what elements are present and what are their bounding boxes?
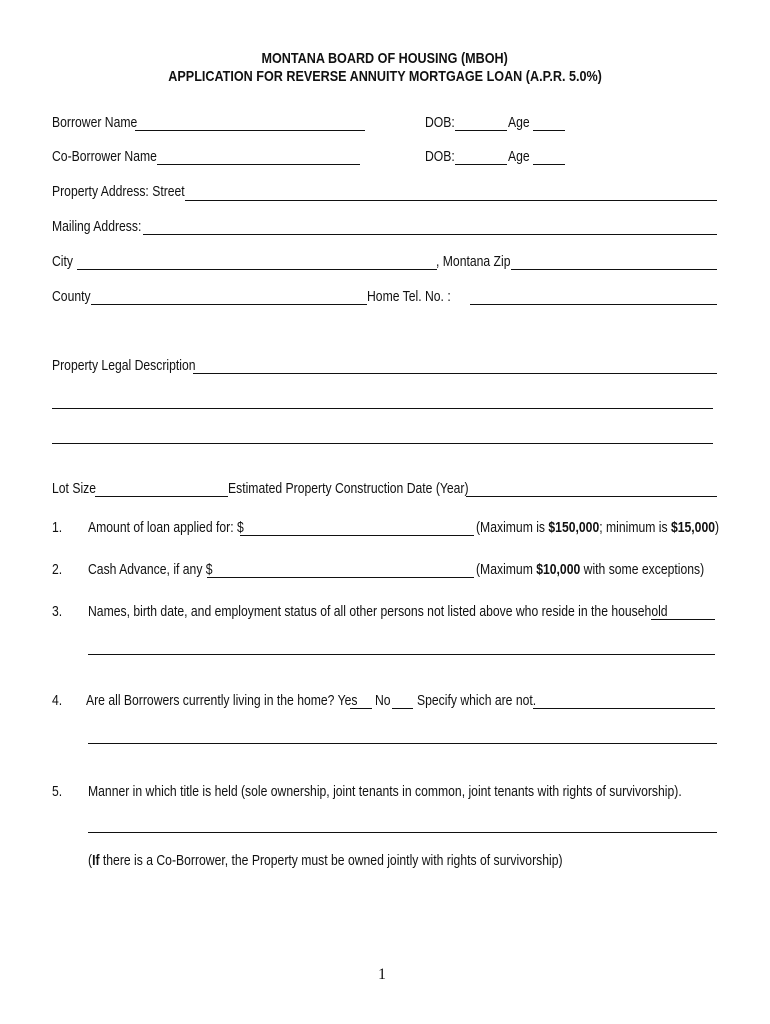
mailing-address-line [143, 234, 717, 235]
co-borrower-age-label: Age [508, 149, 530, 165]
property-address-label: Property Address: Street [52, 184, 185, 200]
page-number: 1 [378, 966, 386, 983]
county-field[interactable] [91, 287, 367, 303]
q4-number: 4. [52, 693, 63, 709]
city-field[interactable] [77, 252, 437, 268]
home-tel-field[interactable] [470, 287, 717, 303]
home-tel-line [470, 304, 717, 305]
city-line [77, 269, 437, 270]
zip-line [511, 269, 717, 270]
borrower-age-label: Age [508, 115, 530, 131]
q3-line-2 [88, 654, 715, 655]
legal-description-field-3[interactable] [52, 426, 713, 442]
q4-label: Are all Borrowers currently living in the home? Yes [86, 693, 358, 709]
mailing-address-field[interactable] [143, 217, 717, 233]
borrower-dob-line [455, 130, 507, 131]
q4-yes-field[interactable] [350, 691, 372, 707]
q2-number: 2. [52, 562, 63, 578]
borrower-dob-field[interactable] [455, 113, 507, 129]
property-address-line [185, 200, 717, 201]
q4-line-2 [88, 743, 717, 744]
co-borrower-age-line [533, 164, 565, 165]
co-borrower-name-line [157, 164, 360, 165]
co-borrower-age-field[interactable] [533, 147, 565, 163]
q5-label: Manner in which title is held (sole ownership, joint tenants in common, joint tenants with rights of survivorship). [88, 784, 682, 800]
q4-specify-field[interactable] [533, 691, 715, 707]
home-tel-label: Home Tel. No. : [367, 289, 451, 305]
q5-field[interactable] [88, 815, 717, 831]
q5-number: 5. [52, 784, 63, 800]
borrower-name-line [135, 130, 365, 131]
q3-line-1 [651, 619, 715, 620]
zip-label: , Montana Zip [436, 254, 511, 270]
lot-size-field[interactable] [95, 479, 228, 495]
mailing-address-label: Mailing Address: [52, 219, 142, 235]
form-subtitle: APPLICATION FOR REVERSE ANNUITY MORTGAGE LOAN (A.P.R. 5.0%) [168, 68, 602, 85]
q4-no-label: No [375, 693, 391, 709]
q4-no-line [392, 708, 413, 709]
q2-line [207, 577, 474, 578]
q5-line [88, 832, 717, 833]
co-borrower-name-label: Co-Borrower Name [52, 149, 157, 165]
zip-field[interactable] [511, 252, 717, 268]
legal-description-field-1[interactable] [193, 356, 717, 372]
borrower-name-field[interactable] [135, 113, 365, 129]
construction-date-label: Estimated Property Construction Date (Year) [228, 481, 469, 497]
q1-amount-field[interactable] [240, 518, 474, 534]
q2-note: (Maximum $10,000 with some exceptions) [476, 562, 705, 578]
lot-size-label: Lot Size [52, 481, 97, 497]
county-line [91, 304, 367, 305]
legal-description-line-2 [52, 408, 713, 409]
q1-label: Amount of loan applied for: $ [88, 520, 244, 536]
city-label: City [52, 254, 73, 270]
county-label: County [52, 289, 91, 305]
borrower-dob-label: DOB: [425, 115, 455, 131]
construction-date-field[interactable] [466, 479, 717, 495]
q4-yes-line [350, 708, 372, 709]
q2-amount-field[interactable] [207, 560, 474, 576]
co-borrower-name-field[interactable] [157, 147, 360, 163]
q3-field-1[interactable] [651, 602, 715, 618]
lot-size-line [95, 496, 228, 497]
q4-no-field[interactable] [392, 691, 413, 707]
construction-date-line [466, 496, 717, 497]
co-borrower-dob-field[interactable] [455, 147, 507, 163]
q5-note: (If there is a Co-Borrower, the Property must be owned jointly with rights of survivorship) [88, 853, 563, 869]
borrower-name-label: Borrower Name [52, 115, 138, 131]
borrower-age-field[interactable] [533, 113, 565, 129]
property-address-field[interactable] [185, 183, 717, 199]
co-borrower-dob-line [455, 164, 507, 165]
legal-description-label: Property Legal Description [52, 358, 196, 374]
legal-description-line-3 [52, 443, 713, 444]
legal-description-line-1 [193, 373, 717, 374]
q1-note: (Maximum is $150,000; minimum is $15,000) [476, 520, 720, 536]
legal-description-field-2[interactable] [52, 391, 713, 407]
form-title: MONTANA BOARD OF HOUSING (MBOH) [261, 50, 509, 67]
q3-field-2[interactable] [88, 637, 715, 653]
co-borrower-dob-label: DOB: [425, 149, 455, 165]
q3-number: 3. [52, 604, 63, 620]
q4-specify-line [533, 708, 715, 709]
q1-line [240, 535, 474, 536]
q1-number: 1. [52, 520, 63, 536]
borrower-age-line [533, 130, 565, 131]
q4-field-2[interactable] [88, 726, 717, 742]
q3-label: Names, birth date, and employment status of all other persons not listed above who reside in the household [88, 604, 668, 620]
q4-specify-label: Specify which are not. [417, 693, 537, 709]
q2-label: Cash Advance, if any $ [88, 562, 213, 578]
